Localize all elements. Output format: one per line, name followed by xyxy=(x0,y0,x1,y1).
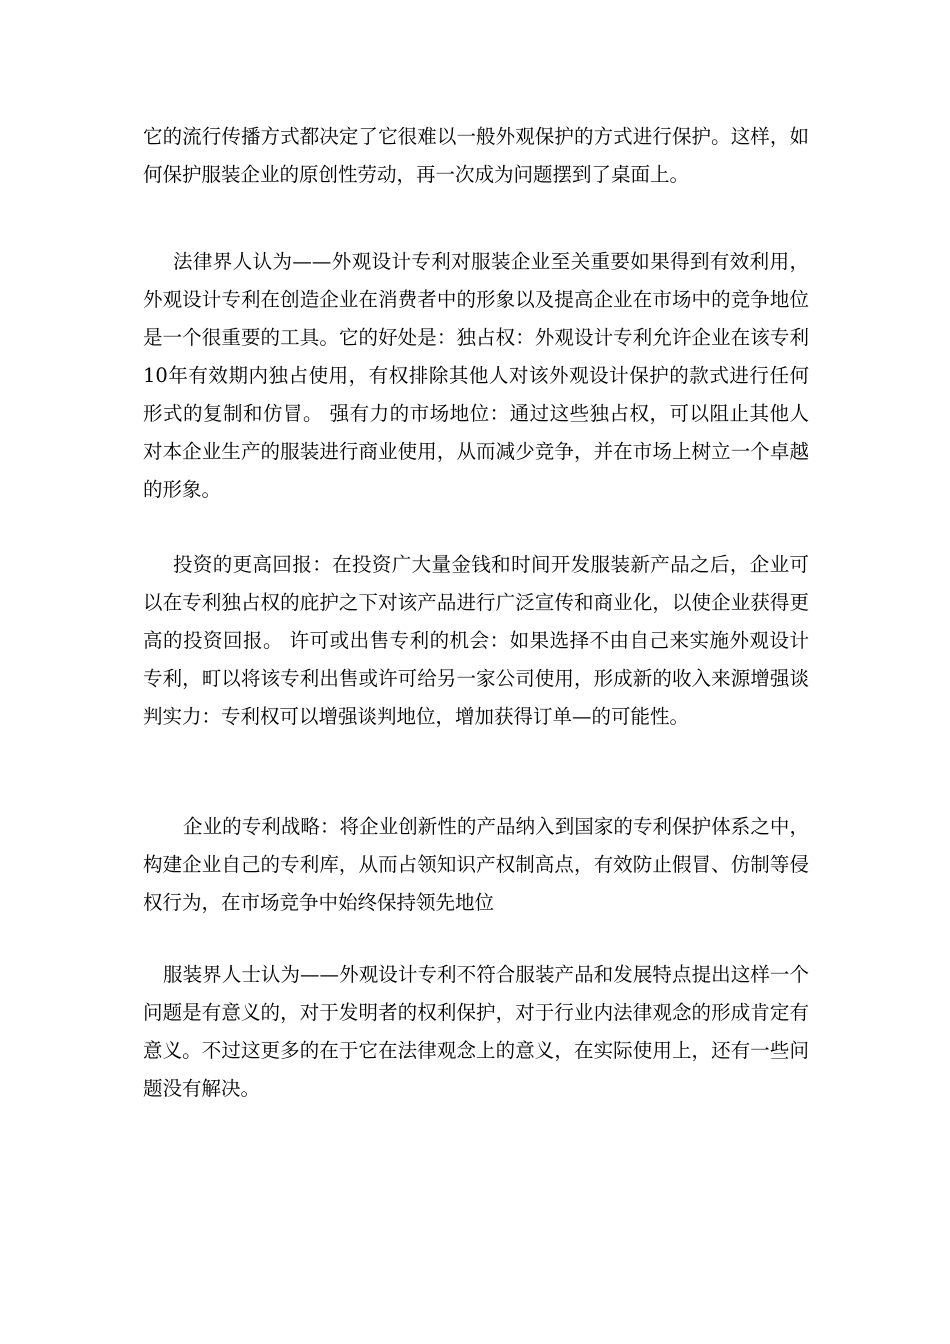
paragraph-1: 它的流行传播方式都决定了它很难以一般外观保护的方式进行保护。这样，如何保护服装企业的原创性劳动，再一次成为问题摆到了桌面上。 xyxy=(143,125,809,186)
paragraph-4: 企业的专利战略：将企业创新性的产品纳入到国家的专利保护体系之中，构建企业自己的专利库，从而占领知识产权制高点，有效防止假冒、仿制等侵权行为，在市场竞争中始终保持领先地位 xyxy=(143,815,809,914)
paragraph-2: 法律界人认为——外观设计专利对服装企业至关重要如果得到有效利用，外观设计专利在创造企业在消费者中的形象以及提高企业在市场中的竞争地位是一个很重要的工具。它的好处是：独占权：外观设计专利允许企业在该专利10年有效期内独占使用，有权排除其他人对该外观设计保护的款式进行任何形式的复制和仿冒。 强有力的市场地位：通过这些独占权，可以阻止其他人对本企业生产的服装进行商业使用，从而减少竞争，并在市场上树立一个卓越的形象。 xyxy=(143,250,809,501)
paragraph-5: 服装界人士认为——外观设计专利不符合服装产品和发展特点提出这样一个问题是有意义的，对于发明者的权利保护，对于行业内法律观念的形成肯定有意义。不过这更多的在于它在法律观念上的意义，在实际使用上，还有一些问题没有解决。 xyxy=(143,963,809,1100)
paragraph-3: 投资的更高回报：在投资广大量金钱和时间开发服装新产品之后，企业可以在专利独占权的庇护之下对该产品进行广泛宣传和商业化，以使企业获得更高的投资回报。 许可或出售专利的机会：如果选择不由自己来实施外观设计专利，町以将该专利出售或许可给另一家公司使用，形成新的收入来源增强谈判实力：专利权可以增强谈判地位，增加获得订单—的可能性。 xyxy=(143,553,809,728)
